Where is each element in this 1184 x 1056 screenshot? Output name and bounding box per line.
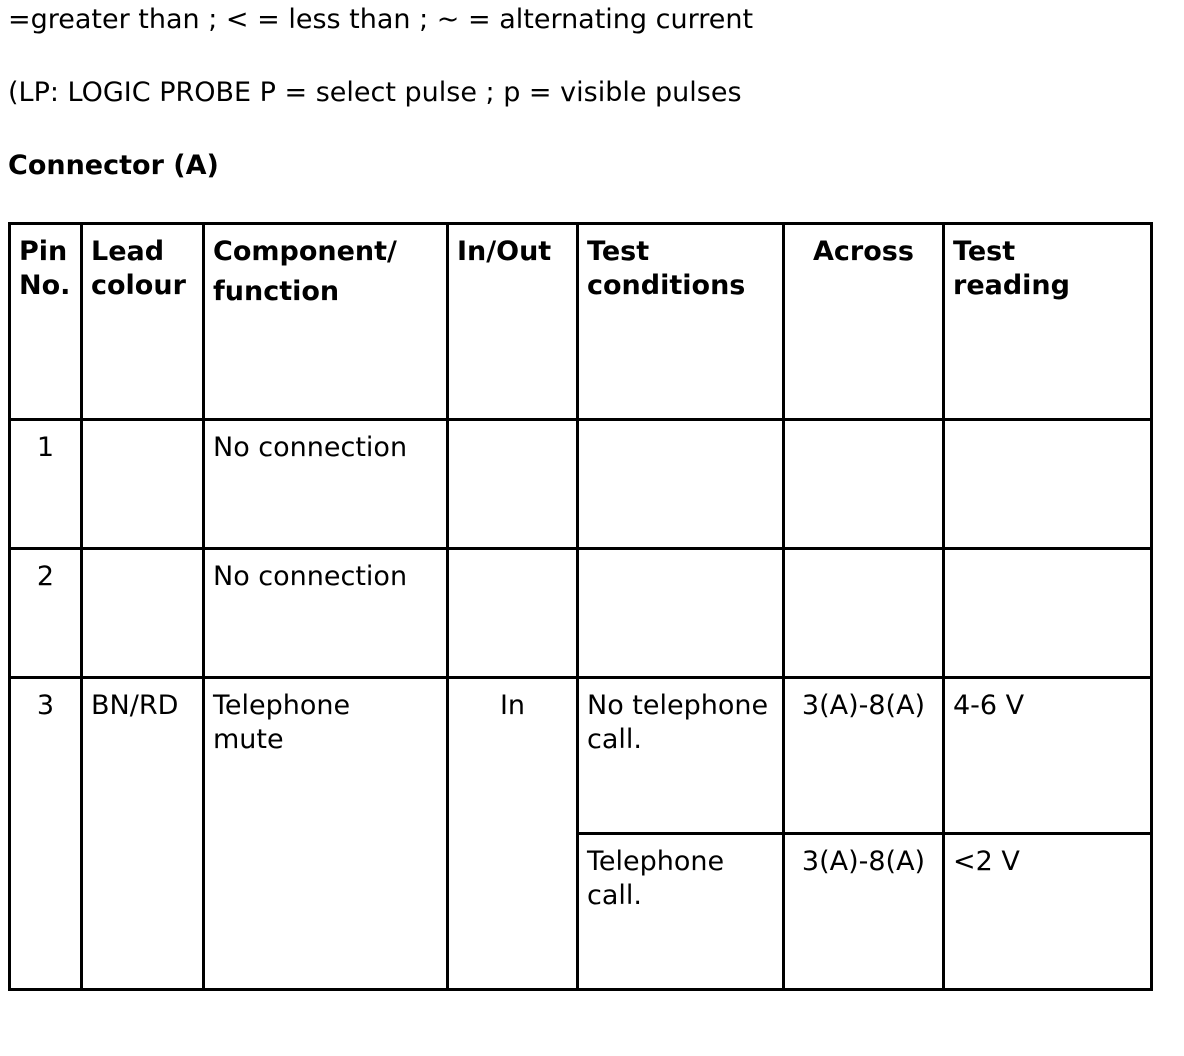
legend-symbols-note: =greater than ; < = less than ; ~ = alternating current: [8, 4, 754, 35]
in-out: [448, 420, 578, 549]
table-row: [10, 678, 1152, 834]
table-row: [10, 549, 1152, 678]
in-out: [448, 549, 578, 678]
section-title: Connector (A): [8, 150, 219, 181]
component-function: No connection: [204, 420, 448, 549]
across: [784, 420, 944, 549]
header-pin-no: Pin No.: [10, 224, 82, 420]
component-function: No connection: [204, 549, 448, 678]
test-reading: [944, 420, 1152, 549]
table-header-row: [10, 224, 1152, 420]
logic-probe-note: (LP: LOGIC PROBE P = select pulse ; p = visible pulses: [8, 77, 742, 108]
across: 3(A)-8(A): [784, 834, 944, 990]
test-conditions: [578, 549, 784, 678]
header-component-function: Component/ function: [204, 224, 448, 420]
pin-number: 2: [10, 549, 82, 678]
header-test-conditions: Test conditions: [578, 224, 784, 420]
test-conditions: [578, 420, 784, 549]
header-test-reading: Test reading: [944, 224, 1152, 420]
test-conditions: Telephone call.: [578, 834, 784, 990]
pin-number: 1: [10, 420, 82, 549]
in-out: In: [448, 678, 578, 990]
test-reading: [944, 549, 1152, 678]
across: [784, 549, 944, 678]
lead-colour: BN/RD: [82, 678, 204, 990]
connector-pin-table: [8, 222, 1153, 991]
test-reading: 4-6 V: [944, 678, 1152, 834]
lead-colour: [82, 420, 204, 549]
header-in-out: In/Out: [448, 224, 578, 420]
pin-number: 3: [10, 678, 82, 990]
component-function: Telephone mute: [204, 678, 448, 990]
table-row: [10, 420, 1152, 549]
test-reading: <2 V: [944, 834, 1152, 990]
header-lead-colour: Lead colour: [82, 224, 204, 420]
across: 3(A)-8(A): [784, 678, 944, 834]
test-conditions: No telephone call.: [578, 678, 784, 834]
lead-colour: [82, 549, 204, 678]
header-across: Across: [784, 224, 944, 420]
